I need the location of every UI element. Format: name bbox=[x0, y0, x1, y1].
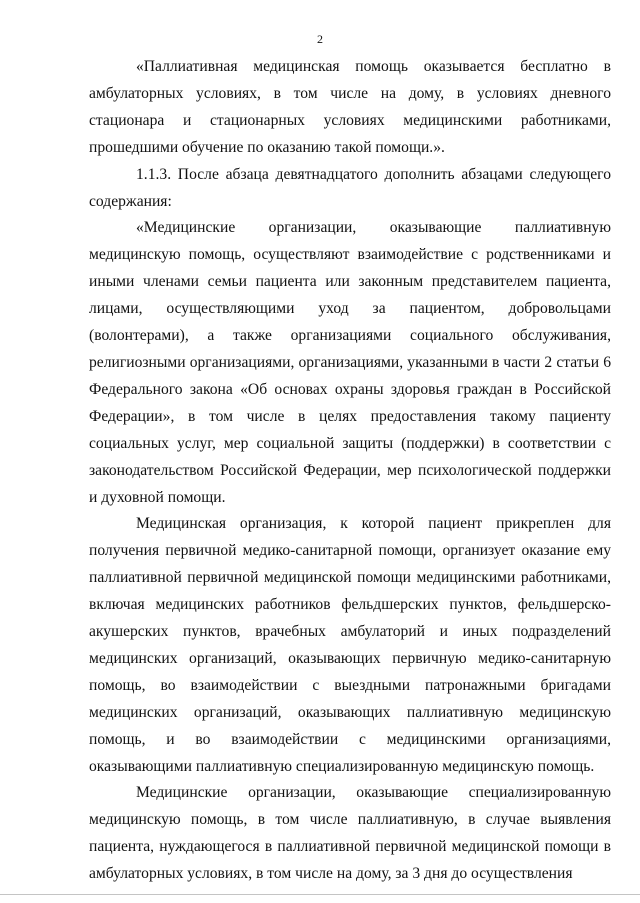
page-number: 2 bbox=[317, 32, 323, 46]
paragraph-palliative-free-care: «Паллиативная медицинская помощь оказывается бесплатно в амбулаторных условиях, в том числе на дому, в условиях дневного стационара и стационарных условиях медицинскими работниками, прошедшими обучение по оказанию такой помощи.». bbox=[89, 58, 611, 156]
document-body bbox=[89, 54, 611, 888]
page-bottom-divider bbox=[0, 894, 640, 895]
paragraph-specialized-care-organizations: Медицинские организации, оказывающие специализированную медицинскую помощь, в том числе паллиативную, в случае выявления пациента, нуждающегося в паллиативной первичной медицинской помощи в амбулаторных условиях, в том числе на дому, за 3 дня до осуществления bbox=[89, 784, 611, 883]
paragraph-interaction-with-relatives: «Медицинские организации, оказывающие паллиативную медицинскую помощь, осуществляют взаимодействие с родственниками и иными членами семьи пациента или законным представителем пациента, лицами, осуществляющими уход за пациентом, добровольцами (волонтерами), а также организациями социального обслуживания, религиозными организациями, организациями, указанными в части 2 статьи 6 Федерального закона «Об основах охраны здоровья граждан в Российской Федерации», в том числе в целях предоставления такому пациенту социальных услуг, мер социальной защиты (поддержки) в соответствии с законодательством Российской Федерации, мер психологической поддержки и духовной помощи. bbox=[89, 219, 611, 506]
paragraph-primary-care-organization: Медицинская организация, к которой пациент прикреплен для получения первичной медико-санитарной помощи, организует оказание ему паллиативной первичной медицинской помощи медицинскими работниками, включая медицинских работников фельдшерских пунктов, фельдшерско-акушерских пунктов, врачебных амбулаторий и иных подразделений медицинских организаций, оказывающих первичную медико-санитарную помощь, во взаимодействии с выездными патронажными бригадами медицинских организаций, оказывающих паллиативную медицинскую помощь, и во взаимодействии с медицинскими организациями, оказывающими паллиативную специализированную медицинскую помощь. bbox=[89, 515, 611, 775]
paragraph-amendment-1-1-3: 1.1.3. После абзаца девятнадцатого дополнить абзацами следующего содержания: bbox=[89, 165, 611, 210]
